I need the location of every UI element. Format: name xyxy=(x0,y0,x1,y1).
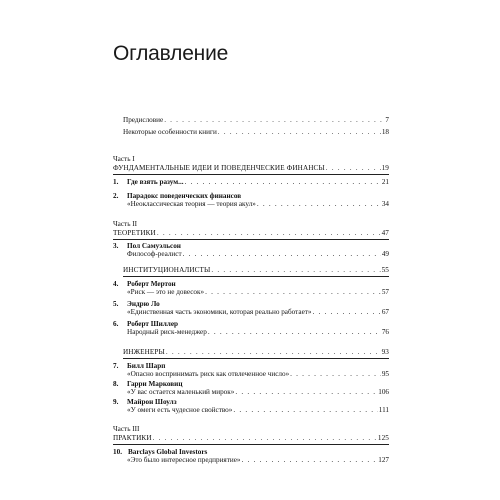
toc-subsection-institutionalists[interactable] xyxy=(123,266,389,274)
section-page: 19 xyxy=(381,164,389,172)
chapter-title: Где взять разум... xyxy=(127,178,184,186)
leader-dots xyxy=(185,178,381,186)
toc-section-part1[interactable] xyxy=(113,164,389,172)
chapter-author: Роберт Мертон xyxy=(127,280,176,288)
leader-dots xyxy=(211,266,380,274)
chapter-subtitle: Философ-реалист xyxy=(127,250,182,259)
section-title: ТЕОРЕТИКИ xyxy=(113,229,156,237)
chapter-subtitle: «Риск — это не довесок» xyxy=(127,288,205,297)
chapter-subtitle: «У омеги есть чудесное свойство» xyxy=(127,406,233,415)
chapter-number: 1. xyxy=(113,178,119,186)
part-label: Часть II xyxy=(113,220,138,228)
leader-dots xyxy=(157,229,381,237)
subsection-title: ИНСТИТУЦИОНАЛИСТЫ xyxy=(123,266,211,274)
chapter-subtitle: «Опасно воспринимать риск как отвлеченное число» xyxy=(127,370,290,379)
leader-dots xyxy=(164,116,384,124)
chapter-author: Пол Самуэльсон xyxy=(127,242,181,250)
chapter-number: 6. xyxy=(113,320,119,328)
chapter-author: Эндрю Ло xyxy=(127,300,160,308)
chapter-subtitle: «Это было интересное предприятие» xyxy=(127,456,241,465)
chapter-page: 34 xyxy=(381,200,389,209)
leader-dots xyxy=(218,128,381,136)
chapter-number: 5. xyxy=(113,300,119,308)
chapter-page: 127 xyxy=(378,456,389,465)
chapter-number: 10. xyxy=(113,448,122,456)
section-rule xyxy=(123,276,389,277)
chapter-page: 76 xyxy=(381,328,389,337)
chapter-subtitle: «У вас остается маленький мирок» xyxy=(127,388,235,397)
leader-dots xyxy=(233,406,377,414)
toc-entry-preface[interactable] xyxy=(123,116,389,124)
chapter-number: 2. xyxy=(113,192,119,200)
chapter-author: Билл Шарп xyxy=(127,362,166,370)
chapter-number: 9. xyxy=(113,398,119,406)
leader-dots xyxy=(290,370,381,378)
entry-label: Предисловие xyxy=(123,116,164,124)
section-title: ПРАКТИКИ xyxy=(113,434,152,442)
section-title: ФУНДАМЕНТАЛЬНЫЕ ИДЕИ И ПОВЕДЕНЧЕСКИЕ ФИНАНСЫ xyxy=(113,164,325,172)
toc-section-part2[interactable] xyxy=(113,229,389,237)
section-rule xyxy=(113,444,389,445)
leader-dots xyxy=(166,348,381,356)
section-rule xyxy=(113,174,389,175)
subsection-page: 55 xyxy=(381,266,389,274)
chapter-author: Barclays Global Investors xyxy=(128,448,208,456)
leader-dots xyxy=(183,250,381,258)
chapter-author: Роберт Шиллер xyxy=(127,320,179,328)
leader-dots xyxy=(153,434,377,442)
section-rule xyxy=(123,358,389,359)
entry-label: Некоторые особенности книги xyxy=(123,128,217,136)
subsection-page: 93 xyxy=(381,348,389,356)
leader-dots xyxy=(257,200,381,208)
chapter-author: Гарри Марковиц xyxy=(127,380,183,388)
leader-dots xyxy=(205,288,381,296)
section-page: 47 xyxy=(381,229,389,237)
chapter-number: 4. xyxy=(113,280,119,288)
chapter-subtitle: «Единственная часть экономики, которая реально работает» xyxy=(127,308,312,317)
leader-dots xyxy=(326,164,381,172)
subsection-title: ИНЖЕНЕРЫ xyxy=(123,348,165,356)
leader-dots xyxy=(235,388,377,396)
entry-page: 18 xyxy=(381,128,389,136)
chapter-page: 57 xyxy=(381,288,389,297)
toc-entry-features[interactable] xyxy=(123,128,389,136)
part-label: Часть III xyxy=(113,425,140,433)
chapter-subtitle: Народный риск-менеджер xyxy=(127,328,207,337)
chapter-page: 111 xyxy=(378,406,389,415)
chapter-number: 3. xyxy=(113,242,119,250)
chapter-subtitle: «Неоклассическая теория — теория акул» xyxy=(127,200,256,209)
chapter-author: Майрон Шоулз xyxy=(127,398,177,406)
entry-page: 7 xyxy=(385,116,389,124)
chapter-page: 95 xyxy=(381,370,389,379)
section-rule xyxy=(113,239,389,240)
chapter-page: 67 xyxy=(381,308,389,317)
chapter-number: 8. xyxy=(113,380,119,388)
chapter-page: 49 xyxy=(381,250,389,259)
chapter-page: 21 xyxy=(381,178,389,186)
chapter-title: Парадокс поведенческих финансов xyxy=(127,192,242,200)
page-title: Оглавление xyxy=(113,42,229,65)
leader-dots xyxy=(313,308,381,316)
section-page: 125 xyxy=(377,434,389,442)
leader-dots xyxy=(242,456,378,464)
leader-dots xyxy=(208,328,381,336)
toc-section-part3[interactable] xyxy=(113,434,389,442)
chapter-number: 7. xyxy=(113,362,119,370)
chapter-page: 106 xyxy=(378,388,389,397)
part-label: Часть I xyxy=(113,155,135,163)
toc-subsection-engineers[interactable] xyxy=(123,348,389,356)
